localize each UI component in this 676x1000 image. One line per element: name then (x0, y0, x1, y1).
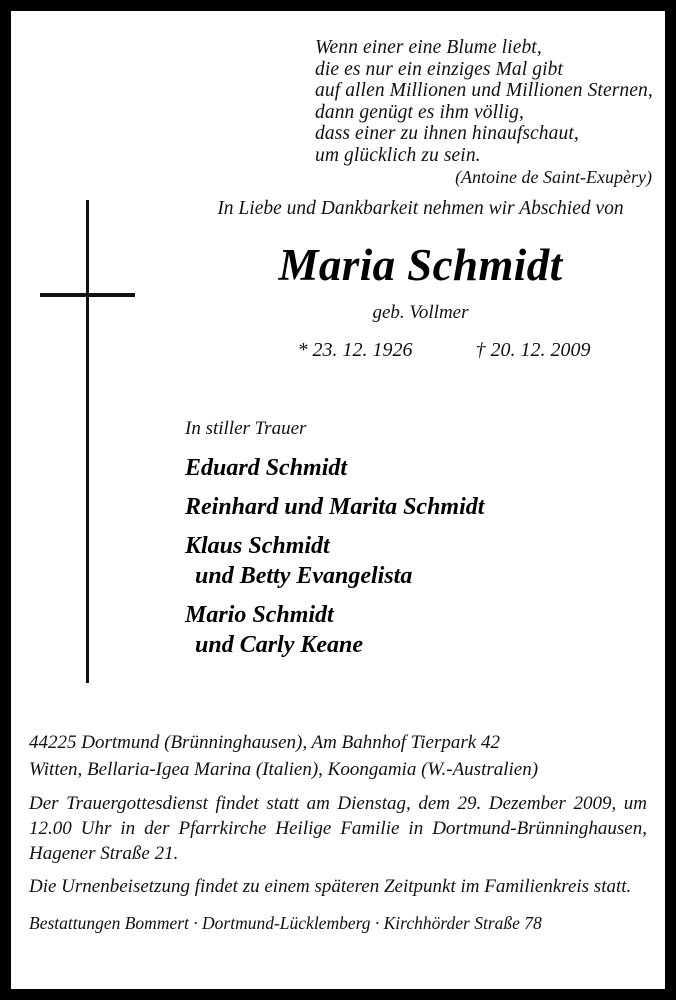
farewell-line: In Liebe und Dankbarkeit nehmen wir Abschied von (217, 198, 624, 219)
dates-row (176, 338, 665, 362)
footer-block (29, 729, 647, 934)
funeral-home-credit: Bestattungen Bommert · Dortmund-Lücklemberg · Kirchhörder Straße 78 (29, 913, 542, 933)
mourner-partner-name: und Betty Evangelista (195, 563, 413, 589)
mourner-group (185, 600, 645, 660)
service-notice: Der Trauergottesdienst findet statt am Dienstag, dem 29. Dezember 2009, um 12.00 Uhr in der Pfarrkirche Heilige Familie in Dortmund-Brünninghausen, Hagener Straße 21. (29, 793, 647, 864)
cross-vertical-bar (86, 200, 89, 683)
maiden-name: geb. Vollmer (372, 302, 469, 323)
death-date: † 20. 12. 2009 (475, 339, 591, 361)
mourners-block (185, 418, 645, 669)
poem-line: um glücklich zu sein. (315, 144, 481, 166)
poem-attribution: (Antoine de Saint-Exupèry) (455, 167, 652, 187)
mourner-partner-name: und Carly Keane (195, 632, 364, 658)
birth-date: * 23. 12. 1926 (297, 339, 413, 361)
mourner-name: Klaus Schmidt (185, 533, 330, 559)
burial-notice: Die Urnenbeisetzung findet zu einem späteren Zeitpunkt im Familienkreis statt. (29, 876, 632, 897)
mourners-heading: In stiller Trauer (185, 418, 307, 439)
poem-line: die es nur ein einziges Mal gibt (315, 58, 563, 80)
poem-line: auf allen Millionen und Millionen Sternen, (315, 80, 653, 101)
cross-horizontal-bar (40, 293, 135, 297)
mourner-group (185, 492, 645, 522)
poem-line: Wenn einer eine Blume liebt, (315, 37, 542, 58)
poem-block (315, 37, 655, 166)
mourner-name: Reinhard und Marita Schmidt (185, 494, 485, 520)
poem-line: dann genügt es ihm völlig, (315, 101, 524, 123)
mourner-group (185, 531, 645, 591)
identity-block (176, 197, 665, 362)
mourner-group (185, 453, 645, 483)
mourner-name: Eduard Schmidt (185, 455, 348, 481)
deceased-name: Maria Schmidt (278, 240, 563, 290)
mourner-name: Mario Schmidt (185, 602, 334, 628)
poem-line: dass einer zu ihnen hinaufschaut, (315, 123, 579, 144)
address-line: 44225 Dortmund (Brünninghausen), Am Bahnhof Tierpark 42 (29, 732, 500, 753)
obituary-paper (11, 11, 665, 989)
address-line: Witten, Bellaria-Igea Marina (Italien), Koongamia (W.-Australien) (29, 759, 539, 780)
